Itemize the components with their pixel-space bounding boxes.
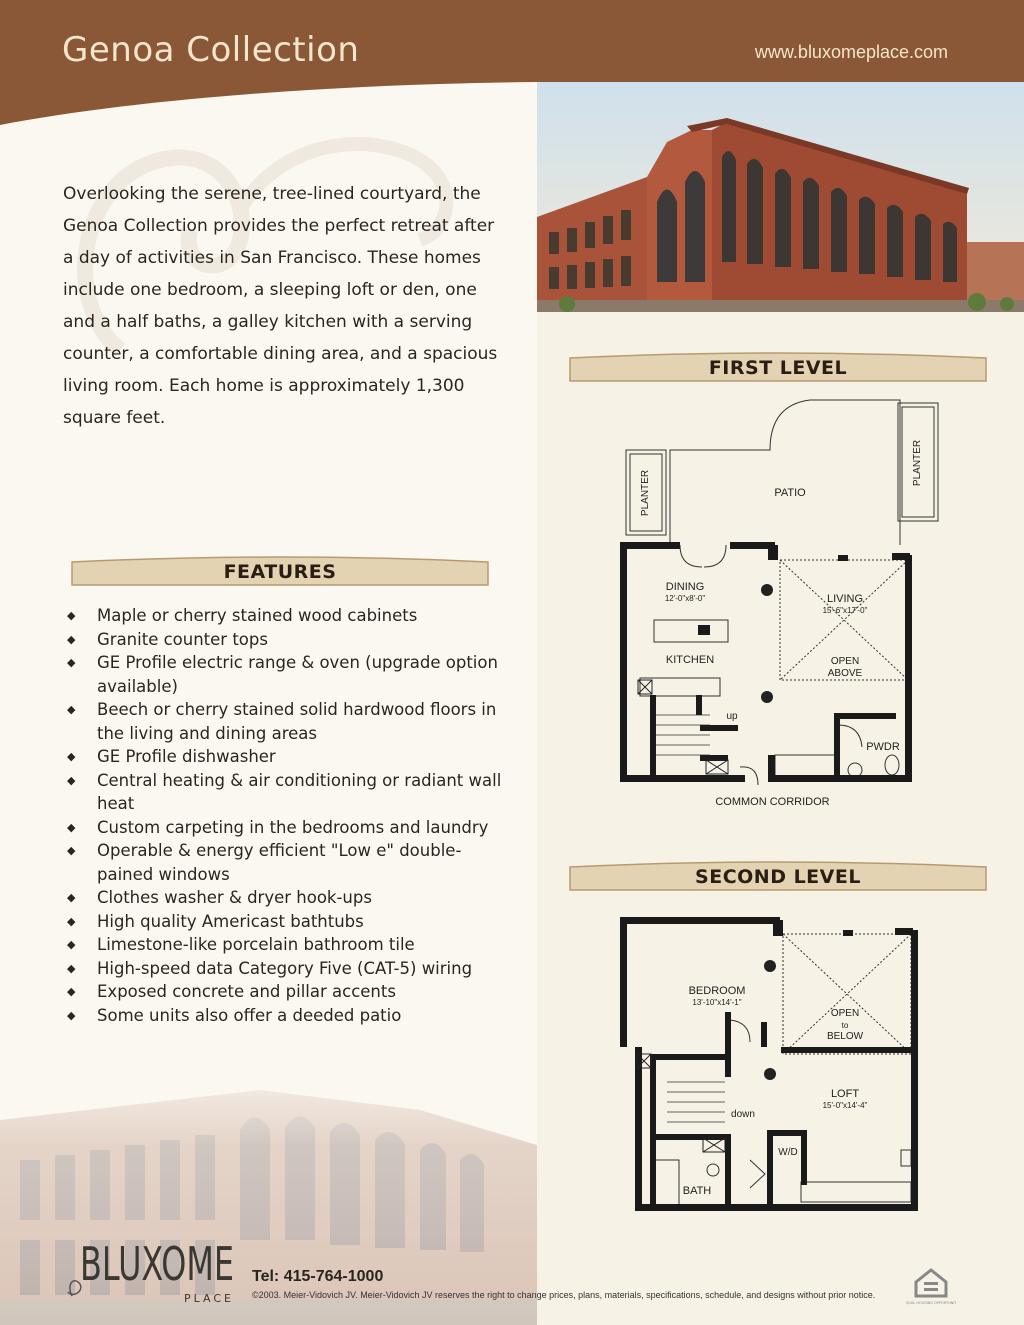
feature-item: ◆ Maple or cherry stained wood cabinets — [65, 604, 515, 628]
page-title: Genoa Collection — [62, 30, 360, 70]
washer-dryer-label: W/D — [778, 1147, 798, 1158]
bluxome-place-logo — [62, 1222, 242, 1312]
features-list — [65, 604, 515, 1027]
feature-item: ◆ Some units also offer a deeded patio — [65, 1004, 515, 1028]
equal-housing-logo — [906, 1262, 956, 1308]
dining-label: DINING — [665, 581, 705, 593]
second-level-heading: SECOND LEVEL — [695, 866, 861, 888]
feature-item: ◆ Clothes washer & dryer hook-ups — [65, 886, 515, 910]
bedroom-label: BEDROOM — [688, 985, 746, 997]
patio-label: PATIO — [774, 487, 806, 499]
open-above-label: OPEN — [830, 656, 860, 667]
stairs-up-label: up — [726, 711, 738, 722]
diamond-bullet-icon: ◆ — [67, 820, 76, 834]
stairs-down-label: down — [731, 1109, 755, 1120]
pwdr-label: PWDR — [866, 741, 900, 753]
logo-main-text: BLUXOME — [80, 1237, 234, 1291]
planter-label: PLANTER — [640, 469, 651, 517]
dining-dimensions: 12'-0"x8'-0" — [664, 594, 706, 603]
living-label: LIVING — [826, 593, 864, 605]
telephone-number[interactable]: Tel: 415-764-1000 — [252, 1268, 384, 1285]
feature-item: ◆ Operable & energy efficient "Low e" double-pained windows — [67, 841, 462, 884]
feature-item: ◆ High-speed data Category Five (CAT-5) wiring — [65, 957, 515, 981]
loft-label: LOFT — [830, 1088, 860, 1100]
eho-text: EQUAL HOUSING OPPORTUNITY — [906, 1301, 956, 1305]
feature-item: ◆ GE Profile electric range & oven (upgrade option available) — [67, 653, 498, 696]
feature-item: ◆ GE Profile dishwasher — [65, 745, 515, 769]
feature-item: ◆ Granite counter tops — [65, 628, 515, 652]
feature-item: ◆ High quality Americast bathtubs — [65, 910, 515, 934]
living-dimensions: 15'-6"x17'-0" — [822, 606, 868, 615]
diamond-bullet-icon: ◆ — [67, 938, 76, 951]
intro-paragraph: Overlooking the serene, tree-lined courtyard, the Genoa Collection provides the perfect retreat after a day of activities in San Francisco. These homes include one bedroom, a sleeping loft or den, one and a half baths, a galley kitchen with a serving counter, a comfortable dining area, and a spacious living room. Each home is approximately 1,300 square feet. — [63, 184, 498, 428]
diamond-bullet-icon: ◆ — [67, 844, 76, 857]
feature-item: ◆ Central heating & air conditioning or radiant wall heat — [67, 770, 502, 813]
building-illustration — [537, 82, 1024, 312]
common-corridor-label: COMMON CORRIDOR — [715, 796, 830, 808]
diamond-bullet-icon: ◆ — [67, 914, 76, 928]
diamond-bullet-icon: ◆ — [67, 773, 76, 787]
feature-item: ◆ Exposed concrete and pillar accents — [65, 980, 515, 1004]
open-below-label: BELOW — [826, 1031, 864, 1042]
bath-label: BATH — [682, 1185, 712, 1197]
diamond-bullet-icon: ◆ — [67, 632, 76, 646]
first-level-heading: FIRST LEVEL — [708, 357, 848, 379]
feature-item: ◆ Limestone-like porcelain bathroom tile — [65, 933, 515, 957]
diamond-bullet-icon: ◆ — [67, 891, 76, 904]
diamond-bullet-icon: ◆ — [67, 961, 76, 975]
diamond-bullet-icon: ◆ — [67, 985, 76, 998]
logo-sub-text: PLACE — [184, 1292, 234, 1305]
open-below-label: OPEN — [830, 1008, 860, 1019]
open-below-label: to — [841, 1021, 849, 1030]
loft-dimensions: 15'-0"x14'-4" — [822, 1101, 868, 1110]
first-level-floorplan — [610, 395, 940, 815]
first-level-banner — [569, 352, 987, 382]
second-level-banner — [569, 861, 987, 891]
website-link[interactable]: www.bluxomeplace.com — [754, 42, 948, 62]
feature-item: ◆ Custom carpeting in the bedrooms and laundry — [65, 816, 515, 840]
features-heading: FEATURES — [223, 561, 337, 583]
features-banner — [71, 556, 489, 586]
feature-item: ◆ Beech or cherry stained solid hardwood floors in the living and dining areas — [67, 700, 497, 743]
open-above-label: ABOVE — [827, 668, 863, 679]
diamond-bullet-icon: ◆ — [67, 750, 76, 763]
bedroom-dimensions: 13'-10"x14'-1" — [692, 998, 742, 1007]
kitchen-label: KITCHEN — [665, 654, 715, 666]
second-level-floorplan — [615, 912, 935, 1217]
planter-label: PLANTER — [912, 439, 923, 487]
diamond-bullet-icon: ◆ — [67, 656, 76, 669]
diamond-bullet-icon: ◆ — [67, 609, 76, 622]
diamond-bullet-icon: ◆ — [67, 1008, 76, 1022]
diamond-bullet-icon: ◆ — [67, 703, 76, 716]
copyright-notice: ©2003. Meier-Vidovich JV. Meier-Vidovich JV reserves the right to change prices, plans, materials, specifications, schedule, and designs without prior notice. — [252, 1290, 876, 1300]
